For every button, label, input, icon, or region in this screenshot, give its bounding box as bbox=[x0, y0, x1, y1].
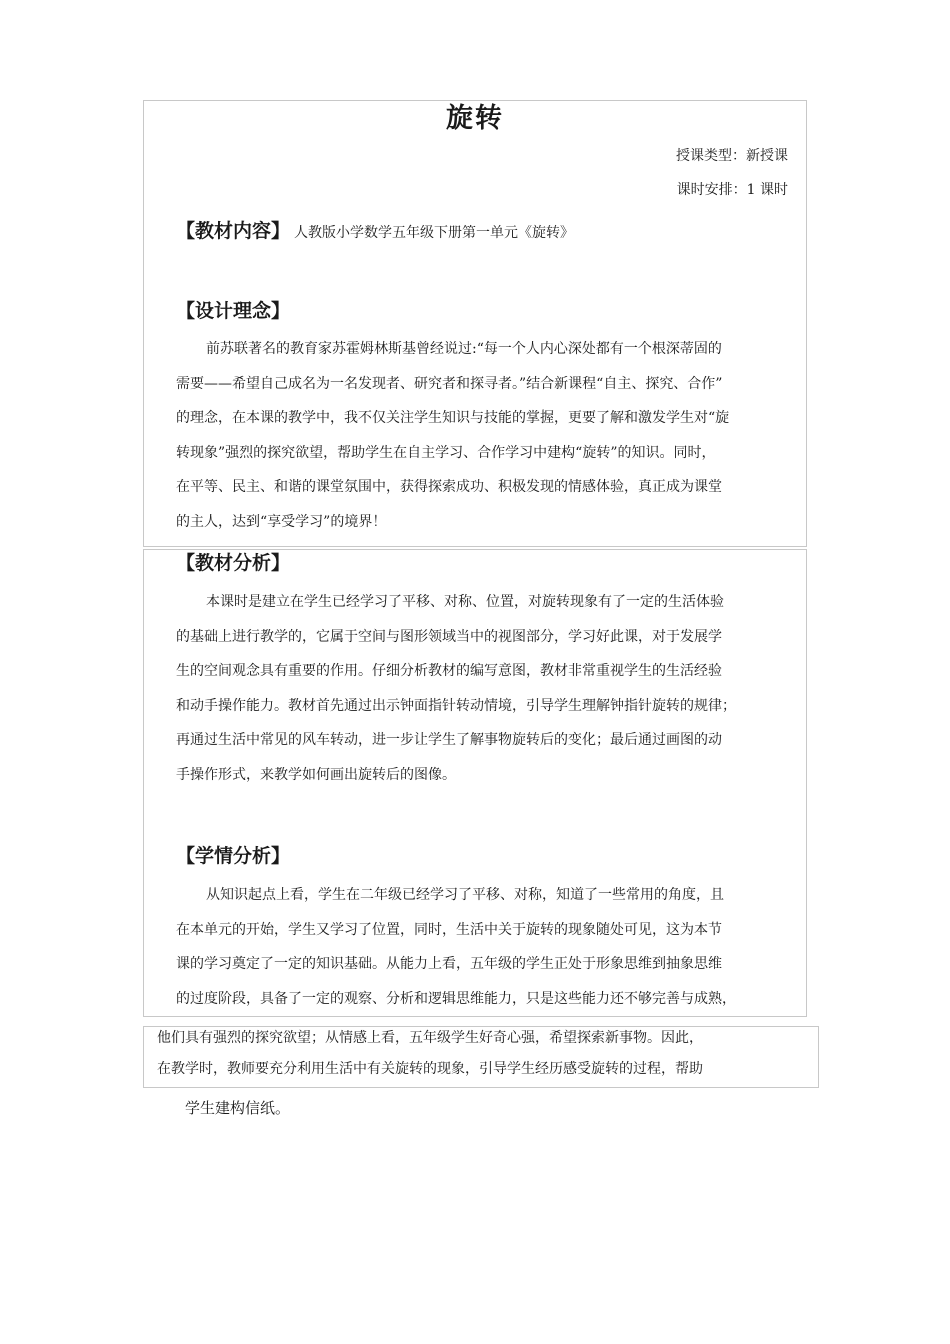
students-paragraph bbox=[176, 878, 792, 1016]
lesson-type: 授课类型：新授课 bbox=[676, 148, 788, 164]
paragraph-line: 需要——希望自己成名为一名发现者、研究者和探寻者。”结合新课程“自主、探究、合作” bbox=[176, 375, 723, 392]
lesson-schedule: 课时安排：1 课时 bbox=[676, 182, 788, 198]
material-paragraph bbox=[176, 585, 792, 793]
paragraph-line: 生的空间观念具有重要的作用。仔细分析教材的编写意图，教材非常重视学生的生活经验 bbox=[176, 663, 722, 680]
document-title: 旋转 bbox=[446, 103, 504, 134]
paragraph-line: 在教学时，教师要充分利用生活中有关旋转的现象，引导学生经历感受旋转的过程，帮助 bbox=[157, 1061, 703, 1077]
paragraph-line: 和动手操作能力。教材首先通过出示钟面指针转动情境，引导学生理解钟指针旋转的规律； bbox=[176, 697, 736, 714]
material-heading: 【教材分析】 bbox=[176, 552, 291, 574]
students-heading: 【学情分析】 bbox=[176, 845, 291, 867]
students-paragraph-continued bbox=[157, 1023, 817, 1085]
paragraph-line: 的基础上进行教学的，它属于空间与图形领域当中的视图部分，学习好此课，对于发展学 bbox=[176, 628, 722, 645]
paragraph-line: 前苏联著名的教育家苏霍姆林斯基曾经说过:“每一个人内心深处都有一个根深蒂固的 bbox=[206, 341, 722, 357]
paragraph-line: 在本单元的开始，学生又学习了位置，同时，生活中关于旋转的现象随处可见，这为本节 bbox=[176, 921, 722, 938]
paragraph-line: 转现象”强烈的探究欲望，帮助学生在自主学习、合作学习中建构“旋转”的知识。同时， bbox=[176, 444, 716, 461]
concept-paragraph bbox=[176, 332, 792, 540]
content-text: 人教版小学数学五年级下册第一单元《旋转》 bbox=[294, 225, 575, 241]
paragraph-line: 的主人，达到“享受学习”的境界！ bbox=[176, 513, 387, 530]
paragraph-line: 本课时是建立在学生已经学习了平移、对称、位置，对旋转现象有了一定的生活体验 bbox=[206, 594, 724, 610]
paragraph-line: 他们具有强烈的探究欲望；从情感上看，五年级学生好奇心强，希望探索新事物。因此， bbox=[157, 1030, 703, 1046]
paragraph-line: 手操作形式，来教学如何画出旋转后的图像。 bbox=[176, 766, 456, 783]
paragraph-line: 在平等、民主、和谐的课堂氛围中，获得探索成功、积极发现的情感体验，真正成为课堂 bbox=[176, 479, 722, 496]
paragraph-line: 再通过生活中常见的风车转动，进一步让学生了解事物旋转后的变化；最后通过画图的动 bbox=[176, 732, 722, 749]
content-heading-row bbox=[176, 216, 574, 243]
paragraph-line: 从知识起点上看，学生在二年级已经学习了平移、对称，知道了一些常用的角度，且 bbox=[206, 887, 724, 903]
paragraph-line: 课的学习奠定了一定的知识基础。从能力上看，五年级的学生正处于形象思维到抽象思维 bbox=[176, 956, 722, 973]
content-heading: 【教材内容】 bbox=[176, 220, 291, 242]
trailing-text: 学生建构信纸。 bbox=[185, 1099, 291, 1117]
paragraph-line: 的过度阶段，具备了一定的观察、分析和逻辑思维能力，只是这些能力还不够完善与成熟， bbox=[176, 990, 736, 1007]
paragraph-line: 的理念，在本课的教学中，我不仅关注学生知识与技能的掌握，更要了解和激发学生对“旋 bbox=[176, 410, 730, 427]
concept-heading: 【设计理念】 bbox=[176, 300, 291, 322]
